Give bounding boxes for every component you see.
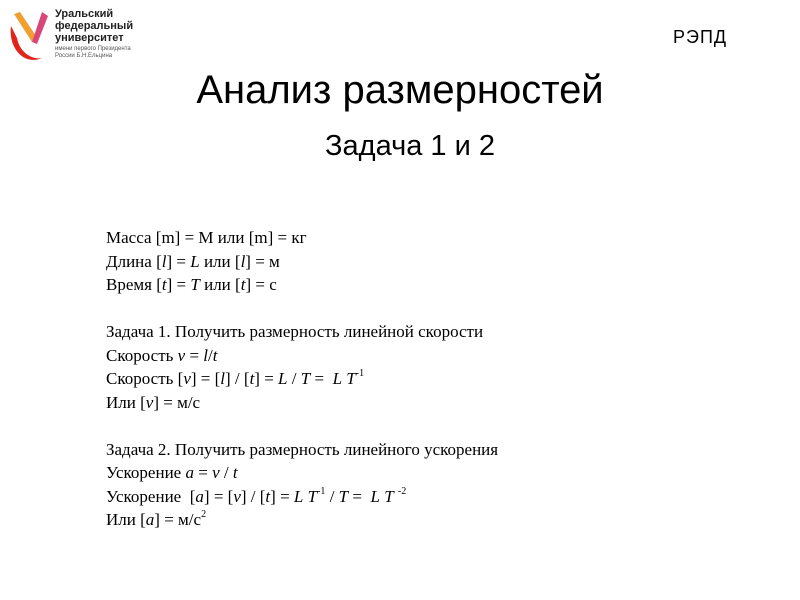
spacer — [106, 414, 498, 438]
slide-body — [106, 226, 498, 532]
task1-answer: Или [v] = м/с — [106, 392, 201, 412]
slide-title: Анализ размерностей — [196, 68, 604, 112]
task1-dimension: Скорость [v] = [l] / [t] = L / T = L $T^{-1}$ — [106, 368, 365, 388]
definition-time: Время [t] = T или [t] = с — [106, 275, 277, 294]
task2-formula: Ускорение a = v / t — [106, 463, 238, 482]
logo-subtext: имени первого Президента России Б.Н.Ельцина — [55, 46, 131, 59]
spacer — [106, 297, 498, 321]
logo-wordmark: Уральский федеральный университет — [55, 8, 134, 44]
task2-heading: Задача 2. Получить размерность линейного ускорения — [106, 439, 499, 459]
slide-subtitle: Задача 1 и 2 — [325, 130, 495, 162]
task1-heading: Задача 1. Получить размерность линейной скорости — [106, 322, 484, 341]
definition-length: Длина [l] = L или [l] = м — [106, 251, 280, 271]
urfu-logo — [8, 4, 148, 68]
urfu-emblem-icon — [8, 8, 52, 66]
task1-formula: Скорость v = l/t — [106, 345, 218, 365]
definition-mass: Масса [m] = М или [m] = кг — [106, 228, 307, 247]
task2-dimension: Ускорение [a] = [v] / [t] = L $T^{-1} / T = L$ T $^{-2}$ — [106, 485, 407, 506]
course-tag: РЭПД — [673, 27, 728, 47]
task2-answer: Или $[a] = м/с^2$ — [106, 509, 207, 529]
